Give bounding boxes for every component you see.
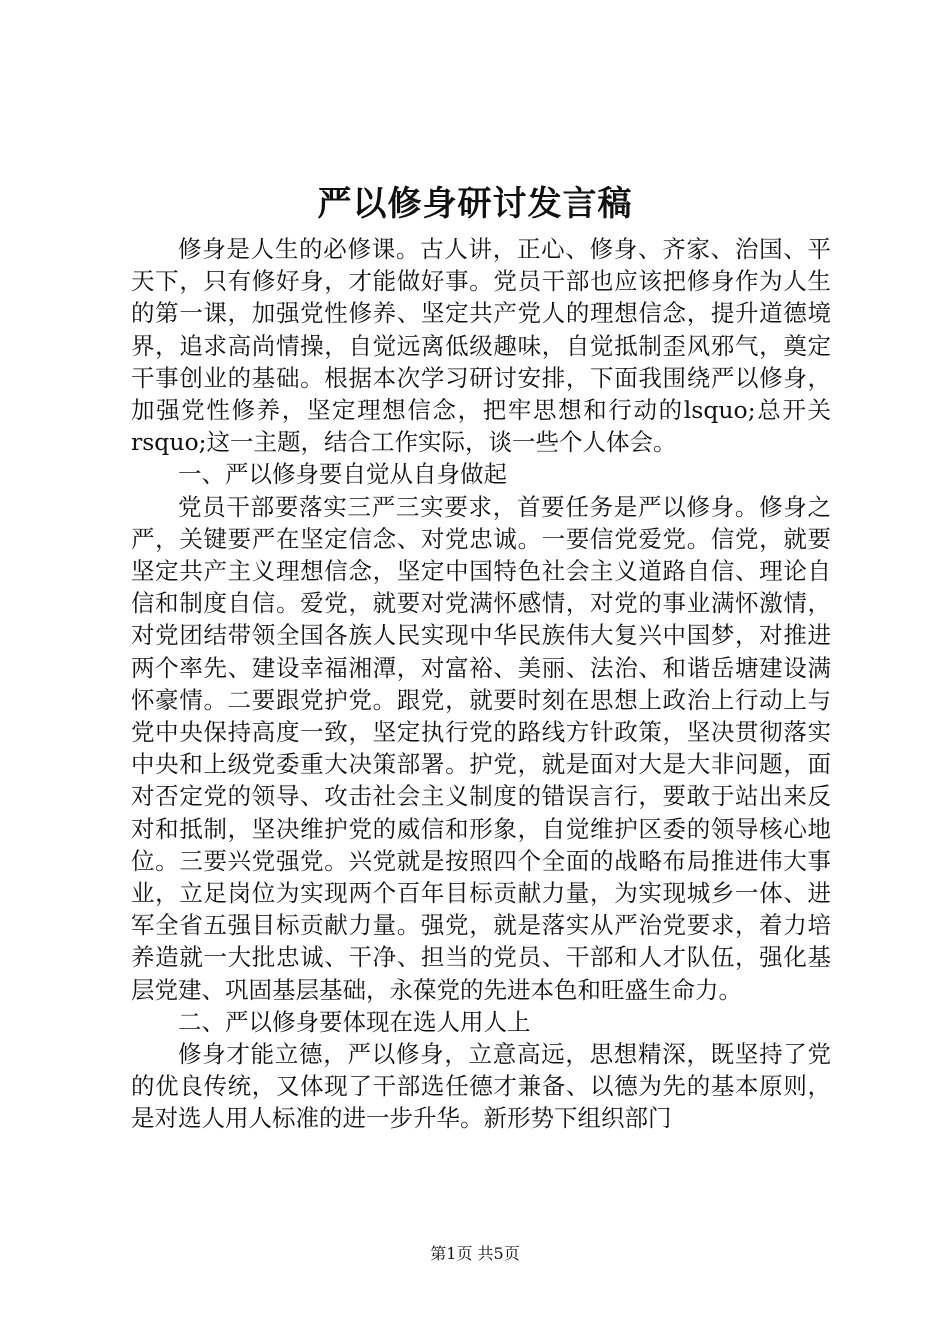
- document-body: [131, 233, 831, 1135]
- document-title: 严以修身研讨发言稿: [317, 184, 633, 224]
- paragraph-section-1: 党员干部要落实三严三实要求，首要任务是严以修身。修身之严，关键要严在坚定信念、对党忠诚。一要信党爱党。信党，就要坚定共产主义理想信念，坚定中国特色社会主义道路自信、理论自信和制度自信。爱党，就要对党满怀感情，对党的事业满怀激情，对党团结带领全国各族人民实现中华民族伟大复兴中国梦，对推进两个率先、建设幸福湘潭，对富裕、美丽、法治、和谐岳塘建设满怀豪情。二要跟党护党。跟党，就要时刻在思想上政治上行动上与党中央保持高度一致，坚定执行党的路线方针政策，坚决贯彻落实中央和上级党委重大决策部署。护党，就是面对大是大非问题，面对否定党的领导、攻击社会主义制度的错误言行，要敢于站出来反对和抵制，坚决维护党的威信和形象，自觉维护区委的领导核心地位。三要兴党强党。兴党就是按照四个全面的战略布局推进伟大事业，立足岗位为实现两个百年目标贡献力量，为实现城乡一体、进军全省五强目标贡献力量。强党，就是落实从严治党要求，着力培养造就一大批忠诚、干净、担当的党员、干部和人才队伍，强化基层党建、巩固基层基础，永葆党的先进本色和旺盛生命力。: [131, 492, 831, 1004]
- paragraph-section-2: 修身才能立德，严以修身，立意高远，思想精深，既坚持了党的优良传统，又体现了干部选任德才兼备、以德为先的基本原则，是对选人用人标准的进一步升华。新形势下组织部门: [131, 1040, 831, 1133]
- page-number-footer: 第1页 共5页: [430, 1244, 520, 1263]
- paragraph-intro: 修身是人生的必修课。古人讲，正心、修身、齐家、治国、平天下，只有修好身，才能做好事。党员干部也应该把修身作为人生的第一课，加强党性修养、坚定共产党人的理想信念，提升道德境界，追求高尚情操，自觉远离低级趣味，自觉抵制歪风邪气，奠定干事创业的基础。根据本次学习研讨安排，下面我围绕严以修身，加强党性修养，坚定理想信念，把牢思想和行动的lsquo;总开关rsquo;这一主题，结合工作实际，谈一些个人体会。: [131, 235, 831, 457]
- section-heading-2: 二、严以修身要体现在选人用人上: [178, 1007, 531, 1036]
- section-heading-1: 一、严以修身要自觉从自身做起: [178, 460, 507, 489]
